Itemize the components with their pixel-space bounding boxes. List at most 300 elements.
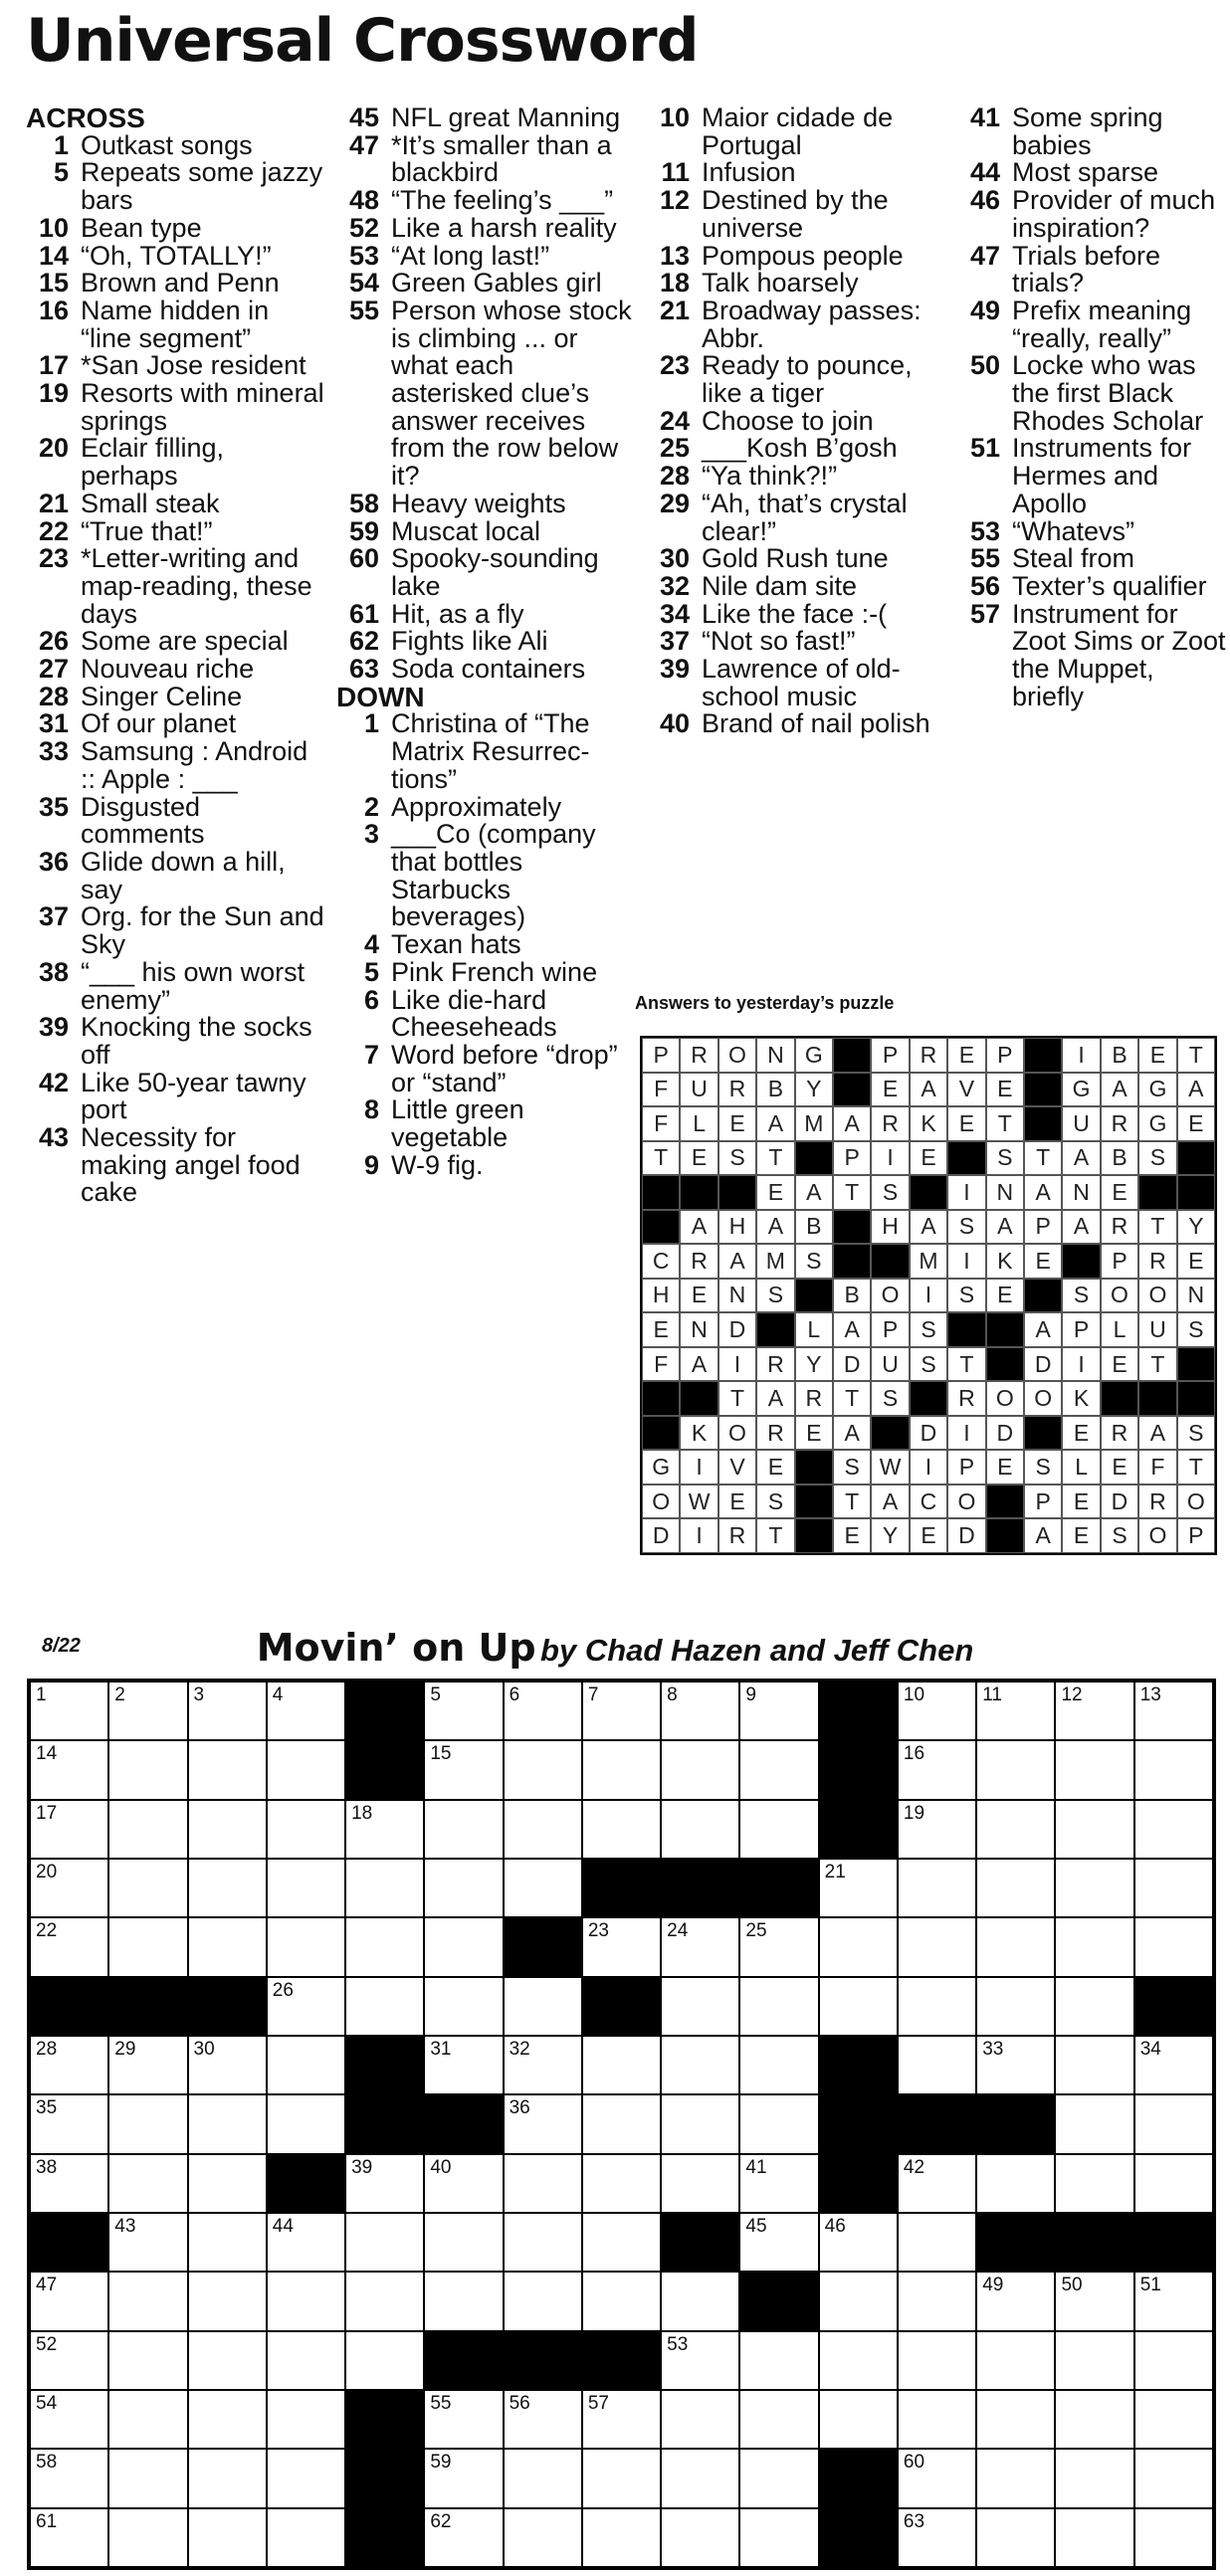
grid-cell[interactable] — [504, 2213, 582, 2272]
grid-cell[interactable] — [1134, 1682, 1213, 1740]
clue-text: “At long last!” — [391, 240, 550, 271]
answer-cell: S — [833, 1450, 871, 1485]
clue-text: Pompous people — [702, 240, 904, 271]
clue-text: Choose to join — [702, 405, 874, 436]
grid-cell[interactable] — [819, 1917, 898, 1976]
grid-cell[interactable] — [1134, 2094, 1213, 2153]
grid-block — [819, 2508, 898, 2567]
grid-cell[interactable] — [504, 2390, 582, 2449]
grid-cell[interactable] — [108, 2390, 187, 2449]
answer-cell: I — [910, 1450, 947, 1485]
grid-cell[interactable] — [188, 2094, 267, 2153]
grid-cell[interactable] — [267, 1917, 345, 1976]
grid-cell[interactable] — [267, 1740, 345, 1799]
grid-cell[interactable] — [108, 1740, 187, 1799]
grid-cell[interactable] — [345, 2213, 424, 2272]
cell-number: 10 — [903, 1684, 925, 1705]
answer-cell: B — [1101, 1038, 1138, 1073]
grid-cell[interactable] — [661, 2154, 739, 2213]
grid-cell[interactable] — [424, 1977, 503, 2036]
cell-number: 52 — [36, 2333, 58, 2355]
grid-cell[interactable] — [108, 1682, 187, 1740]
cell-number: 63 — [903, 2510, 925, 2532]
clue — [647, 570, 945, 601]
grid-cell[interactable] — [267, 2213, 345, 2272]
grid-cell[interactable] — [1055, 2508, 1133, 2567]
clue-number: 47 — [348, 129, 379, 160]
answer-cell: E — [1062, 1485, 1100, 1519]
answer-block — [871, 1244, 909, 1279]
answer-block — [642, 1381, 680, 1416]
answer-cell: A — [833, 1416, 871, 1451]
clue-text: *It’s smaller than a blackbird — [391, 129, 612, 188]
grid-cell[interactable] — [1055, 2094, 1133, 2153]
grid-block — [30, 2213, 108, 2272]
grid-cell[interactable] — [1134, 2272, 1213, 2330]
cell-number: 29 — [114, 2038, 136, 2060]
grid-cell[interactable] — [267, 2331, 345, 2390]
grid-cell[interactable] — [504, 1859, 582, 1917]
grid-cell[interactable] — [1055, 1682, 1133, 1740]
grid-cell[interactable] — [819, 1977, 898, 2036]
clue — [336, 545, 635, 600]
grid-cell[interactable] — [898, 2154, 976, 2213]
grid-cell[interactable] — [582, 2036, 661, 2094]
grid-cell[interactable] — [267, 2508, 345, 2567]
answer-cell: S — [910, 1347, 947, 1382]
grid-cell[interactable] — [424, 2508, 503, 2567]
grid-cell[interactable] — [267, 1977, 345, 2036]
page-title: Universal Crossword — [26, 6, 699, 76]
grid-cell[interactable] — [898, 2390, 976, 2449]
grid-block — [345, 1740, 424, 1799]
grid-cell[interactable] — [108, 2094, 187, 2153]
grid-cell[interactable] — [424, 2272, 503, 2330]
cell-number: 11 — [982, 1684, 1002, 1705]
grid-cell[interactable] — [1055, 2154, 1133, 2213]
grid-cell[interactable] — [188, 1682, 267, 1740]
grid-cell[interactable] — [424, 1859, 503, 1917]
clue-text: Muscat local — [391, 515, 541, 546]
cell-number: 1 — [36, 1684, 47, 1705]
grid-cell[interactable] — [108, 1800, 187, 1859]
grid-cell[interactable] — [898, 1917, 976, 1976]
grid-cell[interactable] — [976, 2272, 1055, 2330]
grid-cell[interactable] — [739, 1740, 818, 1799]
grid-cell[interactable] — [30, 1740, 108, 1799]
clue-number: 21 — [38, 488, 69, 518]
clue — [26, 515, 324, 546]
clue — [336, 1149, 635, 1180]
clue-text: Resorts with mineral springs — [81, 378, 324, 436]
grid-cell[interactable] — [424, 2154, 503, 2213]
grid-cell[interactable] — [424, 1800, 503, 1859]
grid-cell[interactable] — [976, 1859, 1055, 1917]
clue-number: 21 — [659, 295, 690, 325]
grid-cell[interactable] — [739, 2449, 818, 2507]
grid-cell[interactable] — [424, 2036, 503, 2094]
answer-cell: A — [718, 1244, 756, 1279]
grid-cell[interactable] — [30, 1859, 108, 1917]
grid-block — [819, 2094, 898, 2153]
grid-cell[interactable] — [739, 2094, 818, 2153]
grid-cell[interactable] — [1055, 2331, 1133, 2390]
grid-cell[interactable] — [504, 1682, 582, 1740]
answer-cell: O — [1138, 1518, 1176, 1553]
grid-cell[interactable] — [582, 2272, 661, 2330]
grid-cell[interactable] — [582, 2213, 661, 2272]
grid-cell[interactable] — [424, 1917, 503, 1976]
answer-cell: A — [756, 1381, 794, 1416]
grid-cell[interactable] — [582, 1740, 661, 1799]
grid-cell[interactable] — [976, 2390, 1055, 2449]
clue — [26, 1067, 324, 1125]
grid-cell[interactable] — [976, 1977, 1055, 2036]
answer-cell: F — [642, 1106, 680, 1141]
answer-cell: O — [1138, 1279, 1176, 1313]
grid-cell[interactable] — [188, 1859, 267, 1917]
grid-cell[interactable] — [1134, 2508, 1213, 2567]
grid-cell[interactable] — [739, 2390, 818, 2449]
clue-text: *Letter-writing and map-reading, these days — [81, 543, 312, 629]
grid-cell[interactable] — [582, 1917, 661, 1976]
grid-cell[interactable] — [661, 2094, 739, 2153]
grid-cell[interactable] — [1134, 2449, 1213, 2507]
answer-cell: T — [1177, 1450, 1215, 1485]
answer-cell: T — [833, 1485, 871, 1519]
grid-cell[interactable] — [345, 1917, 424, 1976]
answer-cell: A — [1024, 1312, 1062, 1347]
grid-cell[interactable] — [188, 2272, 267, 2330]
grid-cell[interactable] — [582, 2449, 661, 2507]
grid-cell[interactable] — [739, 1800, 818, 1859]
clue — [26, 1124, 324, 1207]
clue-text: Most sparse — [1012, 157, 1159, 188]
grid-cell[interactable] — [108, 1859, 187, 1917]
grid-cell[interactable] — [30, 2036, 108, 2094]
grid-cell[interactable] — [188, 2213, 267, 2272]
grid-cell[interactable] — [898, 1682, 976, 1740]
clue-text: Pink French wine — [391, 956, 598, 987]
grid-cell[interactable] — [188, 1917, 267, 1976]
clue-number: 2 — [363, 791, 379, 822]
answer-cell: Y — [795, 1073, 833, 1107]
grid-cell[interactable] — [739, 2036, 818, 2094]
answer-cell: E — [871, 1073, 909, 1107]
cell-number: 26 — [272, 1979, 294, 2001]
grid-cell[interactable] — [976, 1740, 1055, 1799]
grid-cell[interactable] — [30, 2272, 108, 2330]
grid-cell[interactable] — [661, 1740, 739, 1799]
grid-cell[interactable] — [661, 1682, 739, 1740]
grid-cell[interactable] — [345, 2331, 424, 2390]
grid-cell[interactable] — [1134, 1859, 1213, 1917]
clue — [336, 104, 635, 132]
grid-cell[interactable] — [661, 2449, 739, 2507]
grid-cell[interactable] — [898, 1859, 976, 1917]
grid-cell[interactable] — [1055, 1977, 1133, 2036]
grid-cell[interactable] — [1055, 1800, 1133, 1859]
grid-cell[interactable] — [819, 2213, 898, 2272]
grid-cell[interactable] — [976, 2508, 1055, 2567]
grid-cell[interactable] — [976, 2154, 1055, 2213]
grid-cell[interactable] — [504, 2449, 582, 2507]
clue-text: Lawrence of old-school music — [702, 654, 901, 711]
answer-cell: I — [947, 1416, 985, 1451]
clue — [647, 598, 945, 629]
grid-cell[interactable] — [898, 2272, 976, 2330]
grid-cell[interactable] — [582, 2508, 661, 2567]
grid-cell[interactable] — [1134, 1917, 1213, 1976]
grid-cell[interactable] — [504, 2508, 582, 2567]
grid-cell[interactable] — [661, 2036, 739, 2094]
grid-cell[interactable] — [30, 2331, 108, 2390]
grid-cell[interactable] — [661, 2390, 739, 2449]
grid-cell[interactable] — [504, 2272, 582, 2330]
grid-cell[interactable] — [1055, 1859, 1133, 1917]
grid-cell[interactable] — [30, 1917, 108, 1976]
grid-cell[interactable] — [976, 2331, 1055, 2390]
grid-cell[interactable] — [739, 2213, 818, 2272]
grid-cell[interactable] — [661, 1917, 739, 1976]
grid-cell[interactable] — [739, 2508, 818, 2567]
grid-cell[interactable] — [1134, 1740, 1213, 1799]
grid-cell[interactable] — [1134, 2036, 1213, 2094]
answer-cell: S — [871, 1175, 909, 1210]
grid-cell[interactable] — [30, 2449, 108, 2507]
grid-cell[interactable] — [819, 2272, 898, 2330]
grid-cell[interactable] — [1134, 2331, 1213, 2390]
grid-cell[interactable] — [898, 2036, 976, 2094]
grid-cell[interactable] — [424, 2449, 503, 2507]
clue-number: 52 — [348, 212, 379, 243]
clue-text: Steal from — [1012, 543, 1135, 574]
clue-text: Fights like Ali — [391, 626, 548, 657]
grid-cell[interactable] — [582, 2154, 661, 2213]
clue-number: 38 — [38, 956, 69, 987]
grid-cell[interactable] — [582, 2094, 661, 2153]
grid-cell[interactable] — [976, 1917, 1055, 1976]
puzzle-date: 8/22 — [42, 1635, 81, 1657]
grid-cell[interactable] — [424, 1682, 503, 1740]
answer-block — [1024, 1073, 1062, 1107]
answer-cell: A — [1177, 1073, 1215, 1107]
cell-number: 45 — [745, 2215, 767, 2237]
grid-cell[interactable] — [345, 2272, 424, 2330]
grid-cell[interactable] — [661, 2272, 739, 2330]
grid-block — [504, 1917, 582, 1976]
grid-cell[interactable] — [504, 1977, 582, 2036]
grid-cell[interactable] — [739, 1977, 818, 2036]
answer-cell: I — [680, 1450, 718, 1485]
grid-cell[interactable] — [424, 2213, 503, 2272]
answer-cell: N — [756, 1038, 794, 1073]
grid-cell[interactable] — [819, 1859, 898, 1917]
clue-number: 39 — [659, 654, 690, 685]
grid-cell[interactable] — [504, 2154, 582, 2213]
grid-cell[interactable] — [582, 2390, 661, 2449]
grid-cell[interactable] — [188, 1740, 267, 1799]
grid-cell[interactable] — [661, 2331, 739, 2390]
grid-cell[interactable] — [188, 2449, 267, 2507]
grid-cell[interactable] — [267, 2094, 345, 2153]
answer-cell: R — [756, 1347, 794, 1382]
grid-cell[interactable] — [504, 2036, 582, 2094]
grid-cell[interactable] — [898, 2331, 976, 2390]
grid-cell[interactable] — [1055, 2449, 1133, 2507]
answer-cell: A — [871, 1485, 909, 1519]
grid-cell[interactable] — [188, 2036, 267, 2094]
answer-cell: R — [718, 1518, 756, 1553]
grid-cell[interactable] — [267, 2036, 345, 2094]
grid-cell[interactable] — [582, 1800, 661, 1859]
yesterday-answer-grid — [640, 1036, 1217, 1555]
grid-cell[interactable] — [1055, 2272, 1133, 2330]
grid-cell[interactable] — [976, 2036, 1055, 2094]
answer-cell: A — [1062, 1210, 1100, 1245]
answer-cell: I — [947, 1175, 985, 1210]
grid-cell[interactable] — [898, 1800, 976, 1859]
clue-text: Necessity for making angel food cake — [81, 1122, 301, 1208]
grid-cell[interactable] — [267, 1682, 345, 1740]
grid-cell[interactable] — [739, 2154, 818, 2213]
grid-cell[interactable] — [739, 2331, 818, 2390]
answer-cell: R — [1101, 1416, 1138, 1451]
grid-cell[interactable] — [739, 1917, 818, 1976]
down-header: DOWN — [336, 681, 425, 712]
answer-cell: O — [718, 1038, 756, 1073]
answer-cell: I — [718, 1347, 756, 1382]
answer-cell: E — [756, 1175, 794, 1210]
answer-cell: T — [1138, 1347, 1176, 1382]
answer-cell: E — [947, 1106, 985, 1141]
grid-cell[interactable] — [976, 2449, 1055, 2507]
grid-cell[interactable] — [661, 1977, 739, 2036]
cell-number: 14 — [36, 1743, 58, 1765]
grid-cell[interactable] — [661, 2508, 739, 2567]
clue-text: Trials before trials? — [1012, 240, 1161, 298]
clue-text: Texan hats — [391, 929, 521, 960]
answer-cell: P — [871, 1312, 909, 1347]
grid-cell[interactable] — [1055, 2036, 1133, 2094]
grid-cell[interactable] — [30, 2154, 108, 2213]
grid-cell[interactable] — [188, 2331, 267, 2390]
grid-cell[interactable] — [108, 2331, 187, 2390]
grid-cell[interactable] — [819, 2390, 898, 2449]
grid-cell[interactable] — [898, 2213, 976, 2272]
answer-cell: P — [1101, 1244, 1138, 1279]
grid-cell[interactable] — [188, 2390, 267, 2449]
answer-cell: L — [680, 1106, 718, 1141]
grid-cell[interactable] — [898, 2449, 976, 2507]
cell-number: 21 — [824, 1861, 846, 1882]
grid-cell[interactable] — [108, 2036, 187, 2094]
clue-text: Singer Celine — [81, 681, 243, 711]
clue-number: 53 — [969, 515, 1000, 546]
grid-cell[interactable] — [504, 2094, 582, 2153]
grid-cell[interactable] — [188, 2508, 267, 2567]
grid-cell[interactable] — [30, 1682, 108, 1740]
clue-number: 44 — [969, 157, 1000, 188]
answer-cell: A — [833, 1106, 871, 1141]
grid-cell[interactable] — [582, 1682, 661, 1740]
grid-cell[interactable] — [267, 2449, 345, 2507]
cell-number: 49 — [982, 2275, 1004, 2296]
answer-cell: E — [1177, 1244, 1215, 1279]
cell-number: 38 — [36, 2156, 58, 2178]
answer-block — [986, 1312, 1024, 1347]
grid-cell[interactable] — [345, 2154, 424, 2213]
grid-cell[interactable] — [739, 1682, 818, 1740]
grid-block — [819, 1682, 898, 1740]
grid-cell[interactable] — [504, 1740, 582, 1799]
grid-cell[interactable] — [424, 1740, 503, 1799]
grid-cell[interactable] — [1134, 2390, 1213, 2449]
answer-cell: E — [910, 1518, 947, 1553]
clue-text: Person whose stock is climbing ... or what each asterisked clue’s answer receives from the row below it? — [391, 295, 632, 492]
grid-cell[interactable] — [108, 1917, 187, 1976]
grid-cell[interactable] — [345, 1977, 424, 2036]
grid-cell[interactable] — [30, 1800, 108, 1859]
answer-cell: E — [642, 1312, 680, 1347]
grid-cell[interactable] — [898, 1740, 976, 1799]
grid-cell[interactable] — [108, 2213, 187, 2272]
grid-cell[interactable] — [504, 1800, 582, 1859]
grid-cell[interactable] — [108, 2154, 187, 2213]
clue-number: 37 — [38, 901, 69, 932]
grid-cell[interactable] — [1055, 1917, 1133, 1976]
grid-cell[interactable] — [267, 2272, 345, 2330]
grid-cell[interactable] — [976, 1800, 1055, 1859]
grid-cell[interactable] — [30, 2508, 108, 2567]
grid-cell[interactable] — [108, 2449, 187, 2507]
grid-cell[interactable] — [819, 2331, 898, 2390]
grid-cell[interactable] — [424, 2390, 503, 2449]
grid-cell[interactable] — [976, 1682, 1055, 1740]
grid-cell[interactable] — [188, 2154, 267, 2213]
answer-cell: R — [1101, 1106, 1138, 1141]
grid-cell[interactable] — [345, 1859, 424, 1917]
clue — [647, 297, 945, 352]
cell-number: 9 — [745, 1684, 756, 1705]
grid-cell[interactable] — [30, 2390, 108, 2449]
grid-cell[interactable] — [661, 1800, 739, 1859]
answer-cell: T — [833, 1381, 871, 1416]
grid-cell[interactable] — [188, 1800, 267, 1859]
clue — [647, 710, 945, 738]
cell-number: 18 — [351, 1802, 373, 1824]
answer-cell: T — [986, 1106, 1024, 1141]
grid-cell[interactable] — [345, 1800, 424, 1859]
grid-cell[interactable] — [1134, 1800, 1213, 1859]
grid-cell[interactable] — [898, 2508, 976, 2567]
grid-cell[interactable] — [267, 2390, 345, 2449]
grid-cell[interactable] — [1134, 2154, 1213, 2213]
grid-cell[interactable] — [108, 2272, 187, 2330]
answer-cell: S — [795, 1244, 833, 1279]
grid-cell[interactable] — [1055, 1740, 1133, 1799]
grid-cell[interactable] — [267, 1800, 345, 1859]
answer-cell: P — [1062, 1312, 1100, 1347]
clue — [336, 488, 635, 518]
clue — [336, 931, 635, 959]
grid-cell[interactable] — [898, 1977, 976, 2036]
clue-number: 28 — [659, 461, 690, 492]
grid-cell[interactable] — [108, 2508, 187, 2567]
grid-cell[interactable] — [267, 1859, 345, 1917]
grid-cell[interactable] — [30, 2094, 108, 2153]
grid-cell[interactable] — [1055, 2390, 1133, 2449]
